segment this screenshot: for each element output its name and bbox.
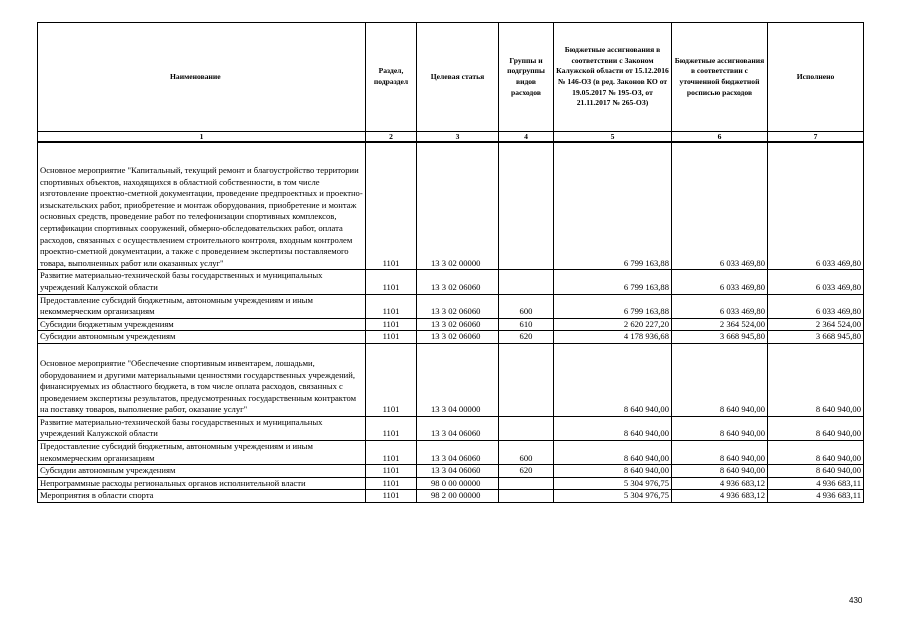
row-refined: 8 640 940,00 [672,465,768,478]
row-section: 1101 [366,343,417,416]
row-name: Развитие материально-технической базы государственных и муниципальных учреждений Калужской области [38,416,366,440]
row-executed: 6 033 469,80 [768,294,864,318]
row-refined: 8 640 940,00 [672,441,768,465]
row-section: 1101 [366,294,417,318]
table-row [38,270,864,294]
row-executed: 4 936 683,11 [768,490,864,503]
table-row [38,477,864,490]
row-target: 13 3 02 06060 [417,318,499,331]
row-budget: 8 640 940,00 [554,465,672,478]
row-group [499,343,554,416]
table-row [38,294,864,318]
row-budget: 8 640 940,00 [554,343,672,416]
row-executed: 6 033 469,80 [768,142,864,270]
row-executed: 3 668 945,80 [768,331,864,344]
row-refined: 3 668 945,80 [672,331,768,344]
row-budget: 8 640 940,00 [554,441,672,465]
row-target: 13 3 04 00000 [417,343,499,416]
column-number: 5 [554,132,672,143]
row-executed: 8 640 940,00 [768,343,864,416]
row-section: 1101 [366,270,417,294]
row-target: 98 2 00 00000 [417,490,499,503]
row-group [499,416,554,440]
row-budget: 5 304 976,75 [554,490,672,503]
row-name: Мероприятия в области спорта [38,490,366,503]
column-number-row [38,132,864,143]
header-budget: Бюджетные ассигнования в соответствии с Законом Калужской области от 15.12.2016 № 146-ОЗ (в ред. Законов КО от 19.05.2017 № 195-ОЗ, от 21.11.2017 № 265-ОЗ) [554,23,672,132]
row-refined: 6 033 469,80 [672,270,768,294]
row-refined: 8 640 940,00 [672,343,768,416]
row-target: 13 3 02 06060 [417,270,499,294]
row-target: 13 3 02 06060 [417,294,499,318]
row-name: Субсидии автономным учреждениям [38,331,366,344]
table-row [38,441,864,465]
row-executed: 8 640 940,00 [768,441,864,465]
row-target: 13 3 02 00000 [417,142,499,270]
row-group: 620 [499,465,554,478]
row-executed: 6 033 469,80 [768,270,864,294]
table-row [38,490,864,503]
row-name: Развитие материально-технической базы государственных и муниципальных учреждений Калужской области [38,270,366,294]
row-refined: 2 364 524,00 [672,318,768,331]
row-group: 610 [499,318,554,331]
row-name: Субсидии бюджетным учреждениям [38,318,366,331]
column-number: 6 [672,132,768,143]
row-name: Предоставление субсидий бюджетным, автономным учреждениям и иным некоммерческим организациям [38,441,366,465]
table-row [38,318,864,331]
row-refined: 4 936 683,12 [672,477,768,490]
row-target: 13 3 04 06060 [417,465,499,478]
row-refined: 8 640 940,00 [672,416,768,440]
page-number: 430 [849,596,863,605]
row-name: Основное мероприятие "Обеспечение спортивным инвентарем, лошадьми, оборудованием и другими материальными ценностями государственных учреждений, финансируемых из областного бюджета, в том числе оплата расходов, связанных с проведением экспертизы результатов, предусмотренных государственным контрактом на поставку товаров, выполнение работ, оказание услуг" [38,343,366,416]
row-budget: 6 799 163,88 [554,270,672,294]
table-row [38,465,864,478]
row-name: Предоставление субсидий бюджетным, автономным учреждениям и иным некоммерческим организациям [38,294,366,318]
header-name: Наименование [38,23,366,132]
header-refined: Бюджетные ассигнования в соответствии с уточненной бюджетной росписью расходов [672,23,768,132]
header-executed: Исполнено [768,23,864,132]
table-row [38,331,864,344]
row-name: Непрограммные расходы региональных органов исполнительной власти [38,477,366,490]
row-refined: 6 033 469,80 [672,142,768,270]
row-executed: 4 936 683,11 [768,477,864,490]
header-row [38,23,864,132]
header-section: Раздел, подраздел [366,23,417,132]
column-number: 2 [366,132,417,143]
row-name: Основное мероприятие "Капитальный, текущий ремонт и благоустройство территории спортивных объектов, находящихся в областной собственности, в том числе изготовление проектно-сметной документации, проведение предпроектных и проектно-изыскательских работ, приобретение и монтаж оборудования, приобретение и монтаж основных средств, проведение работ по телефонизации спортивных комплексов, сертификации спортивных сооружений, обмерно-обследовательских работ, оплата расходов, связанных с осуществлением строительного контроля, входным контролем проектно-сметной документации, а также с проведением экспертизы поставляемого товара, выполненных работ или оказанных услуг" [38,142,366,270]
row-budget: 5 304 976,75 [554,477,672,490]
header-group: Группы и подгруппы видов расходов [499,23,554,132]
row-section: 1101 [366,465,417,478]
column-number: 1 [38,132,366,143]
row-group: 600 [499,441,554,465]
row-budget: 8 640 940,00 [554,416,672,440]
header-target: Целевая статья [417,23,499,132]
row-section: 1101 [366,416,417,440]
row-group [499,270,554,294]
column-number: 3 [417,132,499,143]
row-refined: 6 033 469,80 [672,294,768,318]
row-section: 1101 [366,441,417,465]
row-budget: 6 799 163,88 [554,142,672,270]
table-row [38,142,864,270]
row-target: 13 3 02 06060 [417,331,499,344]
row-section: 1101 [366,318,417,331]
row-section: 1101 [366,142,417,270]
row-budget: 4 178 936,68 [554,331,672,344]
row-group: 600 [499,294,554,318]
column-number: 7 [768,132,864,143]
row-group [499,477,554,490]
row-target: 13 3 04 06060 [417,416,499,440]
table-row [38,416,864,440]
row-group: 620 [499,331,554,344]
row-budget: 2 620 227,20 [554,318,672,331]
row-group [499,490,554,503]
row-executed: 2 364 524,00 [768,318,864,331]
row-executed: 8 640 940,00 [768,416,864,440]
column-number: 4 [499,132,554,143]
row-target: 13 3 04 06060 [417,441,499,465]
table-row [38,343,864,416]
row-budget: 6 799 163,88 [554,294,672,318]
row-section: 1101 [366,490,417,503]
row-group [499,142,554,270]
row-name: Субсидии автономным учреждениям [38,465,366,478]
row-target: 98 0 00 00000 [417,477,499,490]
row-section: 1101 [366,331,417,344]
budget-table [37,22,864,503]
row-section: 1101 [366,477,417,490]
row-refined: 4 936 683,12 [672,490,768,503]
row-executed: 8 640 940,00 [768,465,864,478]
